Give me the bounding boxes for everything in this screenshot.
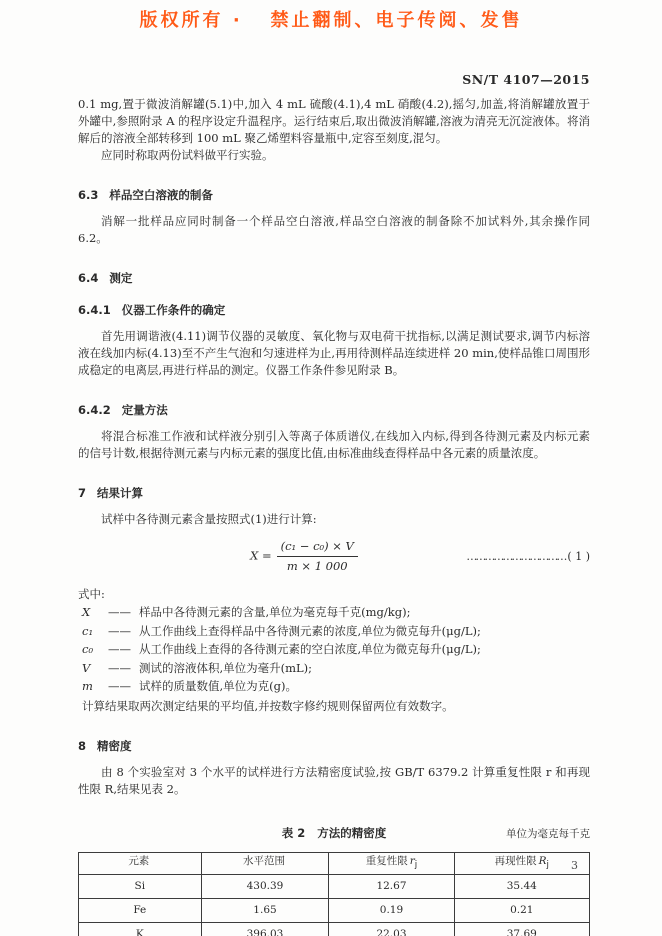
- where-label: 式中:: [78, 587, 105, 601]
- definition-dash: ——: [108, 660, 131, 675]
- heading-title: 结果计算: [97, 486, 144, 500]
- definition-desc: 试样的质量数值,单位为克(g)。: [139, 679, 297, 693]
- heading-title: 仪器工作条件的确定: [121, 303, 226, 317]
- definition-desc: 从工作曲线上查得样品中各待测元素的浓度,单位为微克每升(μg/L);: [139, 623, 481, 638]
- header-symbol: R: [538, 854, 547, 867]
- equation-dots: ……………………………: [466, 550, 566, 563]
- equation-number: ( 1 ): [567, 550, 590, 563]
- header-text: 再现性限: [494, 854, 537, 867]
- equation-fraction: [277, 538, 358, 575]
- header-subscript: j: [414, 859, 418, 870]
- definition-desc: 测试的溶液体积,单位为毫升(mL);: [139, 660, 313, 675]
- paragraph-62-continuation: 0.1 mg,置于微波消解罐(5.1)中,加入 4 mL 硫酸(4.1),4 mL 硝酸(4.2),摇匀,加盖,将消解罐放置于外罐中,参照附录 A 的程序设定升温程序。运行结束后,取出微波消解罐,溶液为清亮无沉淀液体。将消解后的溶液全部转移到 100 mL 聚乙烯塑料容量瓶中,定容至刻度,混匀。: [78, 97, 590, 145]
- table-unit-note: 单位为毫克每千克: [506, 827, 591, 840]
- cell-element: Si: [79, 874, 202, 898]
- definition-symbol: c₀: [82, 642, 94, 656]
- definition-dash: ——: [108, 679, 131, 693]
- heading-8: [78, 738, 590, 755]
- definition-symbol: V: [82, 660, 91, 675]
- definition-symbol: c₁: [82, 623, 94, 638]
- heading-7: [78, 485, 590, 502]
- header-text: 水平范围: [243, 854, 285, 867]
- header-text: 重复性限: [365, 854, 408, 867]
- heading-number: 7: [78, 486, 87, 500]
- heading-number: 6.4.2: [78, 403, 111, 417]
- table-caption-row: [78, 825, 590, 843]
- heading-number: 8: [78, 738, 87, 753]
- heading-number: 6.4.1: [78, 303, 111, 317]
- equation-lhs: X: [250, 548, 259, 563]
- equation-numerator: (c₁ − c₀) × V: [277, 538, 358, 557]
- heading-6-4-1: [78, 302, 590, 319]
- cell-r: 22.03: [329, 922, 454, 936]
- paragraph-63: 消解一批样品应同时制备一个样品空白溶液,样品空白溶液的制备除不加试料外,其余操作同 6.2。: [78, 214, 590, 245]
- header-reproducibility: [454, 852, 589, 874]
- definition-row-m: [82, 677, 590, 696]
- heading-title: 精密度: [97, 738, 132, 753]
- definition-desc: 从工作曲线上查得的各待测元素的空白浓度,单位为微克每升(μg/L);: [139, 642, 481, 656]
- definition-symbol: X: [82, 605, 91, 619]
- paragraph-641: 首先用调谐液(4.11)调节仪器的灵敏度、氧化物与双电荷干扰指标,以满足测试要求,调节内标溶液在线加内标(4.13)至不产生气泡和匀速进样为止,再用待测样品连续进样 20 min,使样品锥口周围形成稳定的电离层,再进行样品的测定。仪器工作条件参见附录 B。: [78, 329, 590, 377]
- equation-1-block: [78, 536, 590, 580]
- paragraph-642: 将混合标准工作液和试样液分别引入等离子体质谱仪,在线加入内标,得到各待测元素及内标元素的信号计数,根据待测元素与内标元素的强度比值,由标准曲线查得样品中各元素的质量浓度。: [78, 429, 590, 460]
- page-number: 3: [571, 859, 578, 872]
- heading-title: 样品空白溶液的制备: [109, 188, 213, 202]
- definition-dash: ——: [108, 642, 131, 656]
- definition-row-X: [82, 603, 590, 622]
- heading-6-4-2: [78, 402, 590, 419]
- equation-denominator: m × 1 000: [286, 559, 348, 573]
- table-row: [79, 922, 590, 936]
- cell-R: 37.69: [454, 922, 589, 936]
- cell-element: Fe: [79, 898, 202, 922]
- table-caption-number: 表 2: [281, 825, 306, 840]
- heading-number: 6.3: [78, 188, 99, 202]
- paragraph-62-note: 应同时称取两份试料做平行实验。: [101, 148, 274, 162]
- cell-element: K: [79, 922, 202, 936]
- document-body: [0, 96, 662, 936]
- definition-row-V: [82, 659, 590, 678]
- header-repeatability: [329, 852, 454, 874]
- equation-equals: =: [261, 548, 272, 563]
- cell-R: 0.21: [454, 898, 589, 922]
- table-caption: [282, 825, 387, 842]
- definition-dash: ——: [108, 605, 131, 619]
- table-header-row: [79, 852, 590, 874]
- table-row: [79, 898, 590, 922]
- heading-title: 定量方法: [121, 403, 168, 417]
- header-symbol: r: [409, 854, 415, 867]
- cell-R: 35.44: [454, 874, 589, 898]
- definition-symbol: m: [82, 679, 93, 693]
- equation-1: [78, 538, 530, 575]
- paragraph-7-end: 计算结果取两次测定结果的平均值,并按数字修约规则保留两位有效数字。: [82, 698, 454, 713]
- table-row: [79, 874, 590, 898]
- heading-6-3: [78, 187, 590, 204]
- cell-range: 1.65: [201, 898, 329, 922]
- heading-number: 6.4: [78, 271, 99, 285]
- heading-title: 测定: [109, 271, 133, 285]
- header-subscript: j: [546, 859, 549, 870]
- definition-row-c1: [82, 622, 590, 641]
- precision-table-body: [79, 874, 590, 936]
- definition-row-c0: [82, 640, 590, 659]
- cell-range: 430.39: [201, 874, 329, 898]
- precision-table-head: [79, 852, 590, 874]
- cell-r: 0.19: [329, 898, 454, 922]
- equation-leader: [466, 548, 590, 565]
- cell-r: 12.67: [329, 874, 454, 898]
- cell-range: 396.03: [201, 922, 329, 936]
- header-element: [79, 852, 202, 874]
- header-level-range: [201, 852, 329, 874]
- definition-dash: ——: [108, 623, 131, 638]
- paragraph-8: 由 8 个实验室对 3 个水平的试样进行方法精密度试验,按 GB/T 6379.2 计算重复性限 r 和再现性限 R,结果见表 2。: [78, 764, 590, 796]
- definition-desc: 样品中各待测元素的含量,单位为毫克每千克(mg/kg);: [139, 605, 411, 619]
- paragraph-7-intro: 试样中各待测元素含量按照式(1)进行计算:: [101, 512, 317, 526]
- precision-table: [78, 852, 590, 936]
- heading-6-4: [78, 270, 590, 287]
- header-text: 元素: [128, 854, 150, 867]
- copyright-watermark: 版权所有 · 禁止翻制、电子传阅、发售: [139, 10, 523, 31]
- standard-number: SN/T 4107—2015: [462, 72, 590, 87]
- table-caption-title: 方法的精密度: [317, 825, 387, 840]
